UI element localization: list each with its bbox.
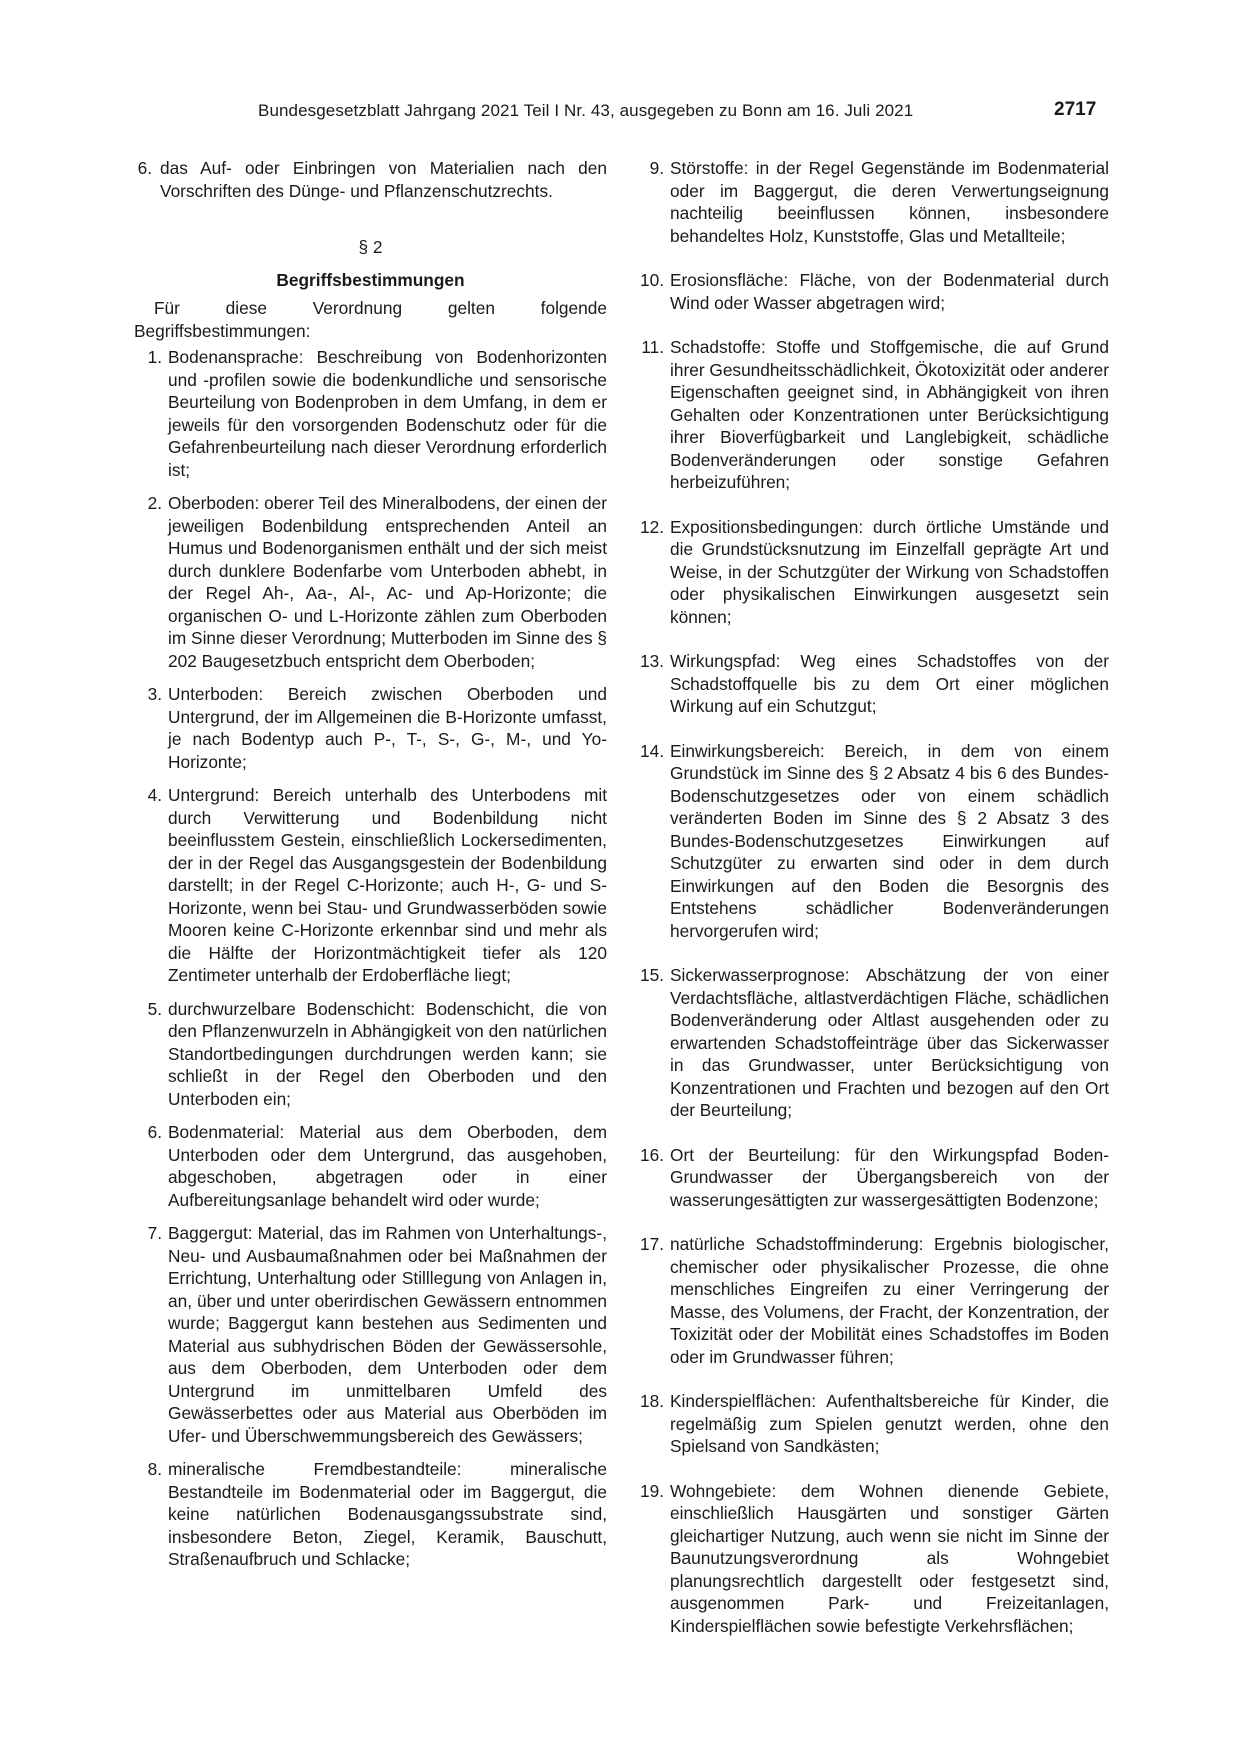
definition-item <box>636 1233 1109 1368</box>
item-number: 14. <box>639 740 664 761</box>
definition-item <box>636 269 1109 314</box>
item-text: durchwurzelbare Bodenschicht: Bodenschicht, die von den Pflanzenwurzeln in Abhängigkeit von den natürlichen Standortbedingungen durchdrungen werden kann; sie schließt in der Regel den Oberboden und den Unterboden ein; <box>168 998 607 1109</box>
item-text: Unterboden: Bereich zwischen Oberboden und Untergrund, der im Allgemeinen die B-Horizonte umfasst, je nach Bodentyp auch P-, T-, S-, G-, M-, und Yo-Horizonte; <box>168 684 607 772</box>
definition-item <box>134 784 607 987</box>
item-number: 3. <box>147 684 162 704</box>
item-number: 16. <box>639 1144 664 1165</box>
item-number: 12. <box>639 516 664 537</box>
definition-item <box>636 964 1109 1122</box>
definition-item <box>134 998 607 1111</box>
item-text: Kinderspielflächen: Aufenthaltsbereiche für Kinder, die regelmäßig zum Spielen genutzt werden, ohne den Spielsand von Sandkästen; <box>670 1391 1109 1456</box>
definition-item <box>636 740 1109 943</box>
section-number: § 2 <box>358 237 383 257</box>
item-number: 5. <box>147 998 162 1019</box>
item-number: 19. <box>639 1480 664 1501</box>
running-title: Bundesgesetzblatt Jahrgang 2021 Teil I Nr. 43, ausgegeben zu Bonn am 16. Juli 2021 <box>258 101 914 120</box>
page-header <box>0 101 1241 125</box>
item-number: 11. <box>641 337 664 357</box>
item-text: Wohngebiete: dem Wohnen dienende Gebiete, einschließlich Hausgärten und sonstiger Gärten gleichartiger Nutzung, auch wenn sie nicht im Sinne der Baunutzungsverordnung als Wohngebiet planungsrechtlich dargestellt oder festgesetzt sind, ausgenommen Park- und Freizeitanlagen, Kinderspielflächen sowie befestigte Verkehrsflächen; <box>670 1480 1109 1636</box>
definition-item <box>134 346 607 481</box>
definition-item <box>636 1144 1109 1212</box>
item-text: Baggergut: Material, das im Rahmen von Unterhaltungs-, Neu- und Ausbaumaßnahmen oder bei Maßnahmen der Errichtung, Unterhaltung oder Stilllegung von Anlagen in, an, über und unter oberirdischen Gewässern entnommen wurde; Baggergut kann bestehen aus Sedimenten und Material aus subhydrischen Böden der Gewässersohle, aus dem Oberboden, dem Unterboden oder dem Untergrund im unmittelbaren Umfeld des Gewässerbettes oder aus Material aus Oberböden im Ufer- und Überschwemmungsbereich des Gewässers; <box>168 1223 607 1446</box>
item-text: Bodenmaterial: Material aus dem Oberboden, dem Unterboden oder dem Untergrund, das ausgehoben, abgeschoben, abgetragen oder in einer Aufbereitungsanlage behandelt wird oder wurde; <box>168 1122 607 1210</box>
definition-item <box>134 1458 607 1571</box>
item-text: Expositionsbedingungen: durch örtliche Umstände und die Grundstücksnutzung im Einzelfall geprägte Art und Weise, in der Schutzgüter der Wirkung von Schadstoffen oder physikalischen Einwirkungen ausgesetzt sein können; <box>670 516 1109 627</box>
item-number: 17. <box>639 1234 664 1254</box>
definition-item <box>134 1222 607 1447</box>
item-text: Untergrund: Bereich unterhalb des Unterbodens mit durch Verwitterung und Bodenbildung nicht beeinflusstem Gestein, einschließlich Lockersedimenten, der in der Regel das Ausgangsgestein der Bodenbildung darstellt; in der Regel C-Horizonte; auch H-, G- und S-Horizonte, wenn bei Stau- und Grundwasserböden sowie Mooren keine C-Horizonte erkennbar sind und mehr als die Hälfte der Horizontmächtigkeit tiefer als 120 Zentimeter unterhalb der Erdoberfläche liegt; <box>168 785 607 985</box>
item-text: Oberboden: oberer Teil des Mineralbodens, der einen der jeweiligen Bodenbildung entsprechenden Anteil an Humus und Bodenorganismen enthält und der sich meist durch dunklere Bodenfarbe vom Unterboden abhebt, in der Regel Ah-, Aa-, Al-, Ac- und Ap-Horizonte; die organischen O- und L-Horizonte zählen zum Oberboden im Sinne dieser Verordnung; Mutterboden im Sinne des § 202 Baugesetzbuch entspricht dem Oberboden; <box>168 493 608 671</box>
item-number: 1. <box>147 347 162 367</box>
item-text: Bodenansprache: Beschreibung von Bodenhorizonten und -profilen sowie die bodenkundliche und sensorische Beurteilung von Bodenproben in dem Umfang, in dem er jeweils für den vorsorgenden Bodenschutz oder für die Gefahrenbeurteilung nach dieser Verordnung erforderlich ist; <box>168 347 607 480</box>
definition-item <box>636 650 1109 718</box>
left-column <box>134 157 607 1582</box>
item-text: Störstoffe: in der Regel Gegenstände im Bodenmaterial oder im Baggergut, die deren Verwertungseignung nachteilig beeinflussen können, insbesondere behandeltes Holz, Kunststoffe, Glas und Metallteile; <box>670 158 1109 246</box>
list-item <box>134 157 607 202</box>
item-number: 6. <box>137 158 152 178</box>
item-text: mineralische Fremdbestandteile: mineralische Bestandteile im Bodenmaterial oder im Baggergut, die keine natürlichen Bodenausgangssubstrate sind, insbesondere Beton, Ziegel, Keramik, Bauschutt, Straßenaufbruch und Schlacke; <box>168 1459 607 1569</box>
definition-item <box>134 1121 607 1211</box>
section-intro: Für diese Verordnung gelten folgende Begriffsbestimmungen: <box>134 298 607 341</box>
item-number: 2. <box>147 493 162 513</box>
item-number: 9. <box>649 158 664 178</box>
item-number: 6. <box>147 1122 162 1142</box>
page-number: 2717 <box>1054 99 1097 120</box>
item-text: Ort der Beurteilung: für den Wirkungspfad Boden-Grundwasser der Übergangsbereich von der wasserungesättigten zur wassergesättigten Bodenzone; <box>670 1144 1109 1210</box>
item-number: 10. <box>639 270 664 290</box>
item-number: 18. <box>639 1391 664 1411</box>
item-text: Schadstoffe: Stoffe und Stoffgemische, die auf Grund ihrer Gesundheitsschädlichkeit, Ökotoxizität oder anderer Eigenschaften geeignet sind, in Abhängigkeit von ihren Gehalten oder Konzentrationen unter Berücksichtigung ihrer Bioverfügbarkeit und Langlebigkeit, schädliche Bodenveränderungen oder sonstige Gefahren herbeizuführen; <box>670 337 1109 492</box>
item-text: natürliche Schadstoffminderung: Ergebnis biologischer, chemischer oder physikalischer Prozesse, die ohne menschliches Eingreifen zu einer Verringerung der Masse, des Volumens, der Fracht, der Konzentration, der Toxizität oder der Mobilität eines Schadstoffes im Boden oder im Grundwasser führen; <box>670 1234 1109 1367</box>
item-number: 13. <box>639 651 664 671</box>
item-text: Erosionsfläche: Fläche, von der Bodenmaterial durch Wind oder Wasser abgetragen wird; <box>670 270 1109 313</box>
definition-item <box>636 336 1109 494</box>
item-text: Einwirkungsbereich: Bereich, in dem von einem Grundstück im Sinne des § 2 Absatz 4 bis 6 des Bundes-Bodenschutzgesetzes oder von einem schädlich veränderten Boden im Sinne des § 2 Absatz 3 des Bundes-Bodenschutzgesetzes Einwirkungen auf Schutzgüter zu erwarten sind oder in dem durch Einwirkungen auf den Boden die Besorgnis des Entstehens schädlicher Bodenveränderungen hervorgerufen wird; <box>670 740 1109 941</box>
item-number: 8. <box>147 1459 162 1479</box>
definition-item <box>636 1390 1109 1458</box>
definition-item <box>636 157 1109 247</box>
definition-item <box>134 683 607 773</box>
right-column <box>636 157 1109 1659</box>
item-number: 4. <box>147 785 162 805</box>
definition-item <box>134 492 607 672</box>
definition-item <box>636 516 1109 629</box>
item-number: 7. <box>147 1223 162 1243</box>
item-text: das Auf- oder Einbringen von Materialien nach den Vorschriften des Dünge- und Pflanzenschutzrechts. <box>160 158 607 201</box>
item-text: Sickerwasserprognose: Abschätzung der von einer Verdachtsfläche, altlastverdächtigen Fläche, schädlichen Bodenveränderung oder Altlast ausgehenden oder zu erwartenden Schadstoffeinträge über das Sickerwasser in das Grundwasser, unter Berücksichtigung von Konzentrationen und Frachten und bezogen auf den Ort der Beurteilung; <box>670 965 1109 1120</box>
section-title: Begriffsbestimmungen <box>276 269 465 290</box>
item-text: Wirkungspfad: Weg eines Schadstoffes von der Schadstoffquelle bis zu dem Ort einer möglichen Wirkung auf ein Schutzgut; <box>670 651 1109 716</box>
definition-item <box>636 1480 1109 1638</box>
item-number: 15. <box>639 965 664 985</box>
